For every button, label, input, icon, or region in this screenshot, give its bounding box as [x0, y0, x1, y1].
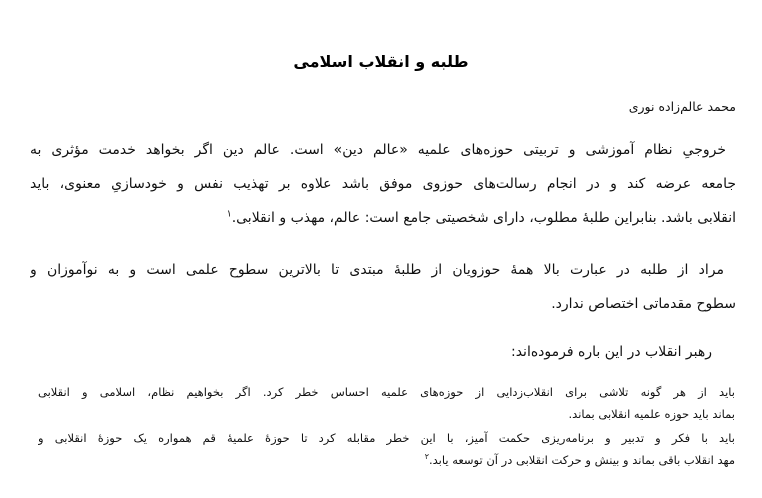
quote-2-line-1: باید با فکر و تدبیر و برنامه‌ریزی حکمت آمیز، با این خطر مقابله کرد تا حوزهٔ علمیهٔ قم همواره یک حوزهٔ انقلابی و: [38, 431, 735, 445]
paragraph-1-line-3: [30, 208, 736, 228]
quote-2-line-2-text: مهد انقلاب باقی بماند و بینش و حرکت انقلابی در آن توسعه یابد.: [428, 453, 735, 467]
paragraph-2-line-1: مراد از طلبه در عبارت بالا همهٔ حوزویان از طلبهٔ مبتدی تا بالاترین سطوح علمی است و به نوآموزان و: [30, 262, 724, 278]
paragraph-1-line-2: جامعه عرضه کند و در انجام رسالت‌های حوزوی موفق باشد علاوه بر تهذیب نفس و خودسازیِ معنوی، باید: [30, 176, 736, 192]
document-title: طلبه و انقلاب اسلامی: [293, 52, 469, 71]
quote-intro-line: رهبر انقلاب در این باره فرموده‌اند:: [510, 344, 712, 360]
quote-1-line-2: بماند باید حوزه علمیه انقلابی بماند.: [568, 407, 735, 421]
footnote-marker-1: ۱: [226, 208, 232, 220]
footnote-marker-2: ۲: [424, 452, 429, 462]
paragraph-2-line-2: سطوح مقدماتی اختصاص ندارد.: [551, 296, 736, 312]
quote-1-line-1: باید از هر گونه تلاشی برای انقلاب‌زدایی از حوزه‌های علمیه احساس خطر کرد. اگر بخواهیم نظام، اسلامی و انقلابی: [38, 385, 735, 399]
paragraph-1-line-3-text: انقلابی باشد. بنابراین طلبهٔ مطلوب، دارای شخصیتی جامع است: عالم، مهذب و انقلابی.: [231, 210, 736, 226]
quote-2-line-2: [38, 451, 735, 469]
author-name: محمد عالم‌زاده نوری: [628, 99, 736, 114]
paragraph-1-line-1: خروجیِ نظام آموزشی و تربیتی حوزه‌های علمیه «عالم دین» است. عالم دین اگر بخواهد خدمت مؤثری به: [30, 142, 726, 158]
